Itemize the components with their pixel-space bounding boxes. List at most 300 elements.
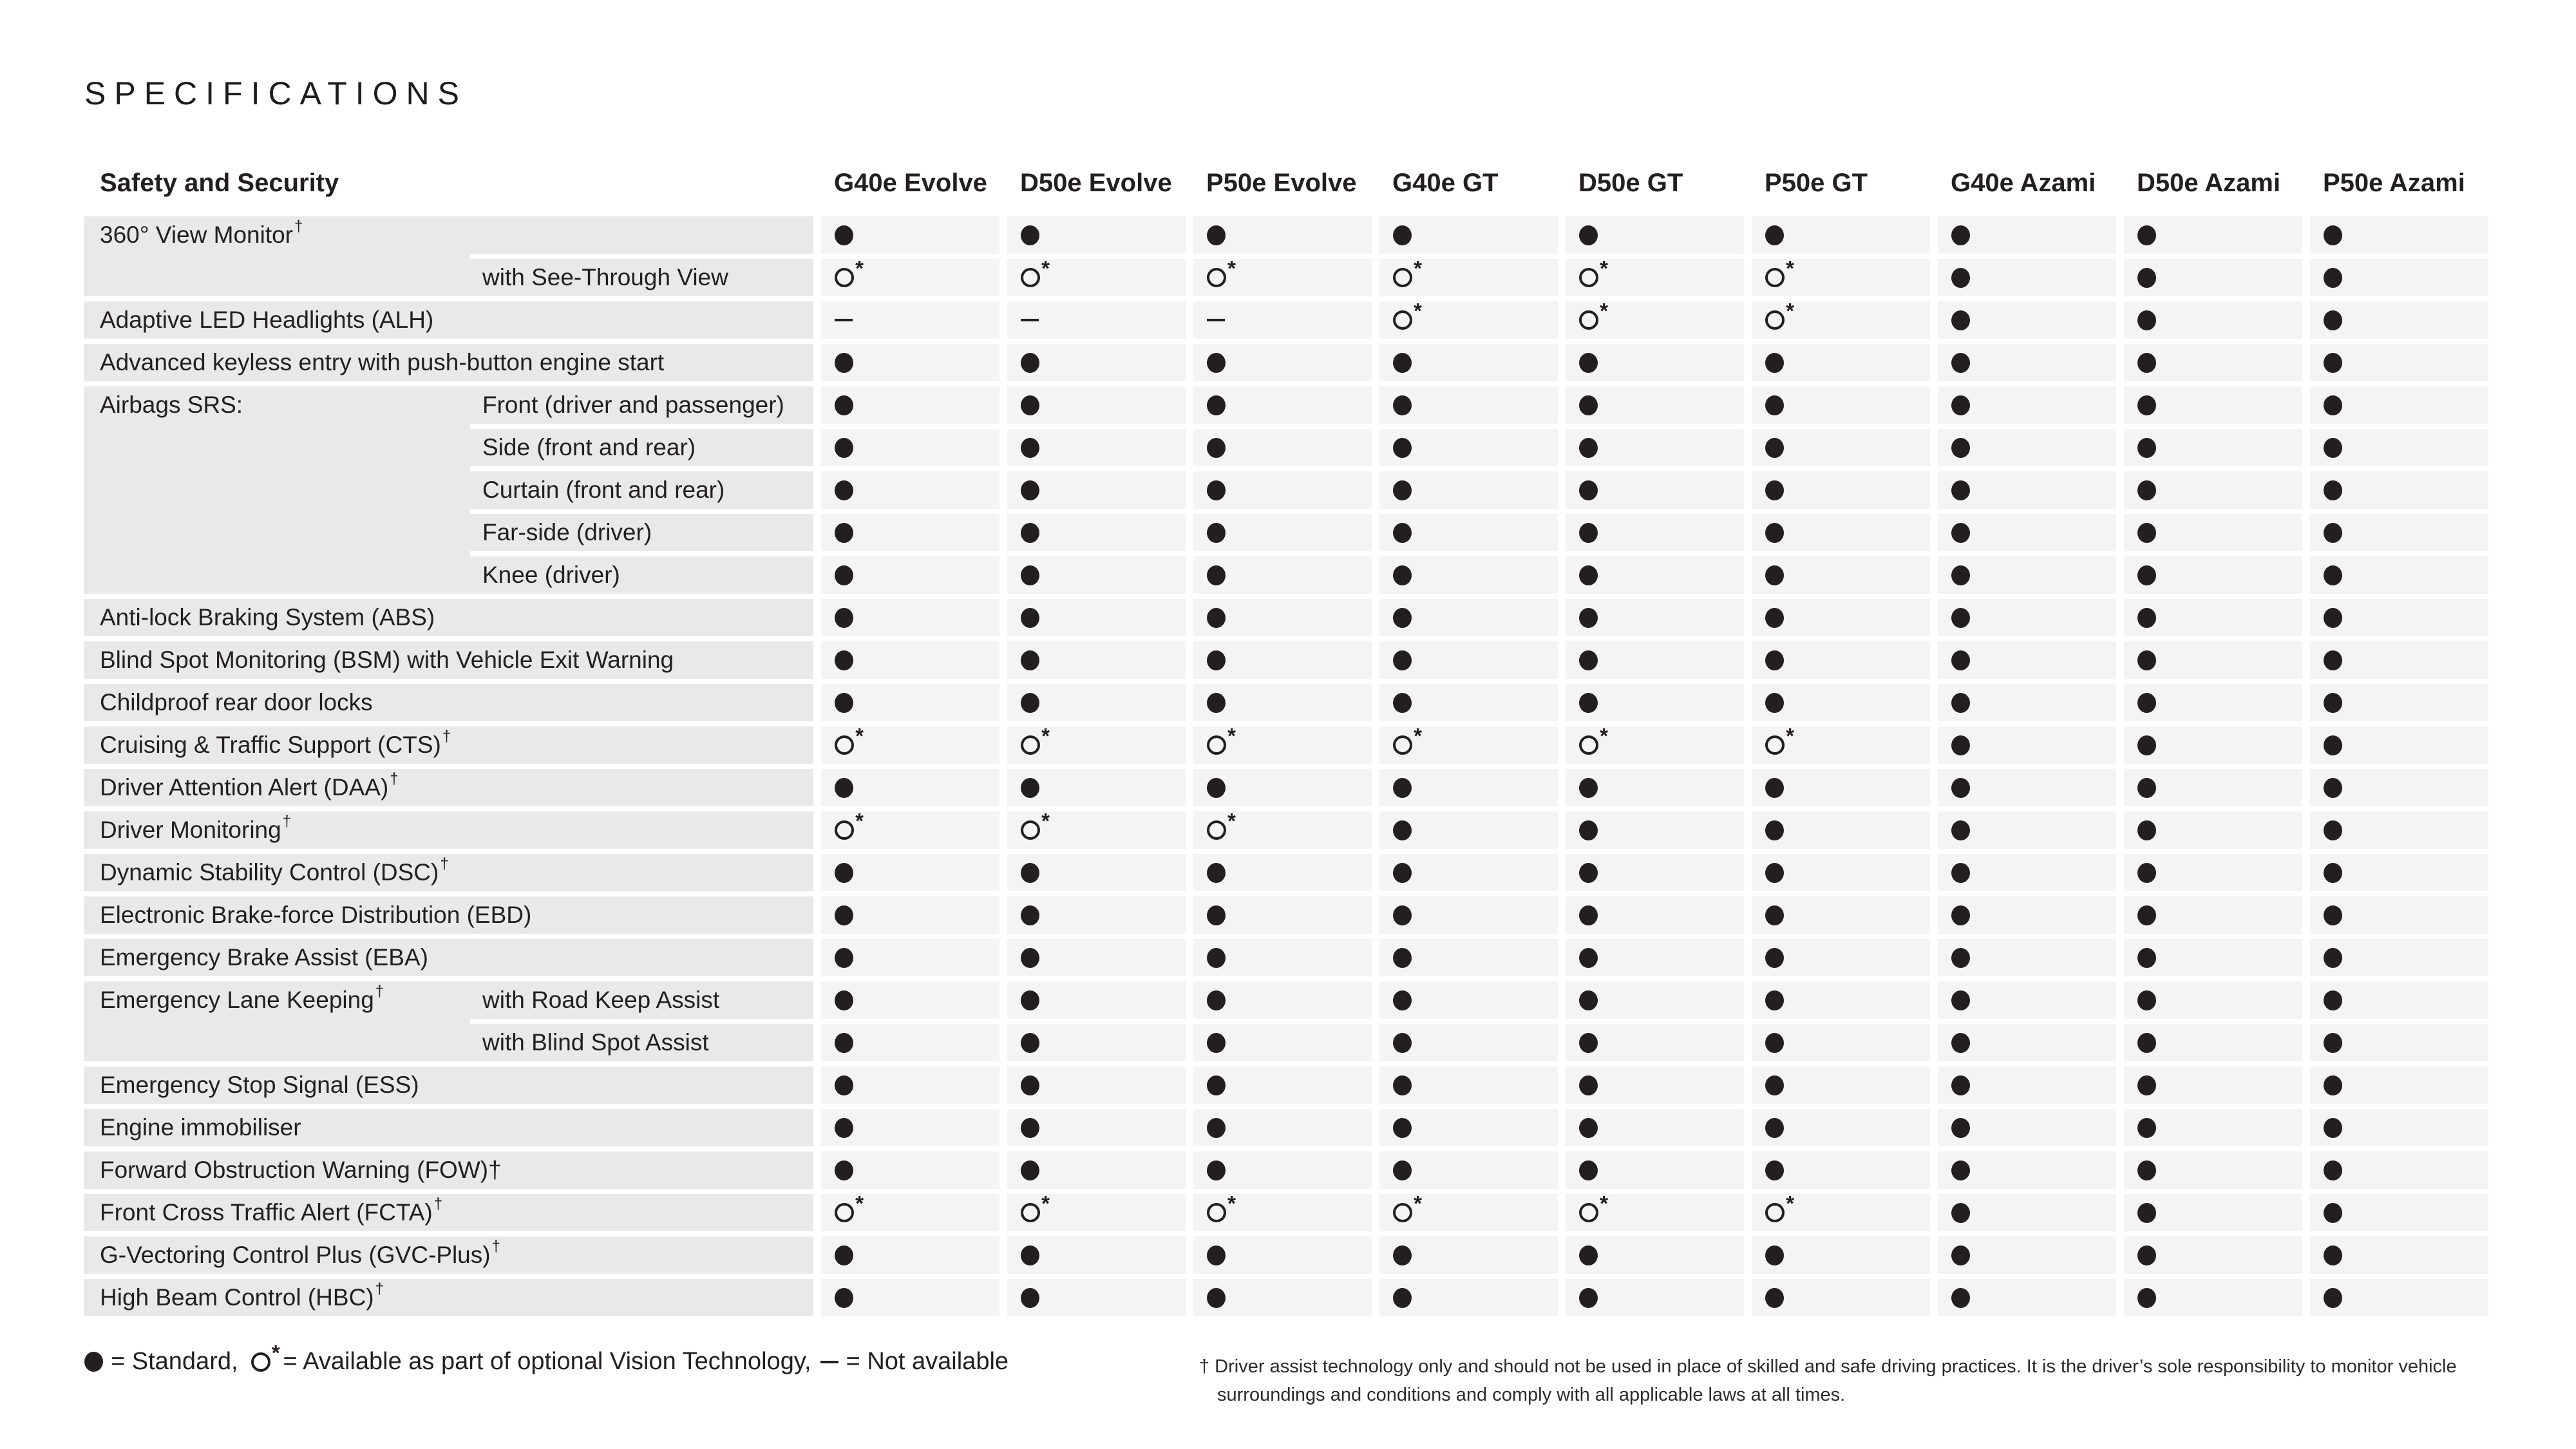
feature-cell (1193, 429, 1372, 466)
feature-cell (2310, 1066, 2488, 1104)
feature-cell (1007, 1191, 1186, 1231)
standard-dot-icon (2324, 1245, 2342, 1265)
vision-circle-icon (1207, 256, 1236, 287)
vision-asterisk: * (1414, 256, 1422, 280)
standard-dot-icon (1393, 1033, 1412, 1053)
feature-cell (821, 216, 999, 254)
page-title: SPECIFICATIONS (84, 75, 468, 111)
vision-circle-icon (251, 1340, 280, 1372)
row-sublabel (470, 471, 813, 509)
standard-dot-icon (1393, 480, 1412, 500)
feature-label-text: Emergency Stop Signal (ESS) (100, 1072, 419, 1098)
vision-ring (835, 1203, 854, 1222)
standard-dot-icon (1579, 863, 1598, 883)
feature-cell (1938, 641, 2116, 679)
row-label (84, 344, 813, 381)
feature-label-text: Emergency Lane Keeping† (100, 983, 384, 1013)
vision-ring (1765, 268, 1785, 287)
standard-dot-icon (2137, 523, 2156, 543)
standard-dot-icon (835, 225, 853, 245)
standard-dot-icon (1951, 1160, 1970, 1180)
vision-ring (1393, 268, 1412, 287)
standard-dot-icon (2324, 1288, 2342, 1308)
vision-asterisk: * (1041, 256, 1050, 280)
feature-cell (1752, 1191, 1930, 1231)
feature-cell (1007, 599, 1186, 636)
standard-dot-icon (1579, 820, 1598, 840)
vision-asterisk: * (1227, 1191, 1236, 1215)
standard-dot-icon (1393, 693, 1412, 713)
feature-cell (821, 344, 999, 381)
standard-dot-icon (2137, 1160, 2156, 1180)
feature-cell (1193, 471, 1372, 509)
feature-label-text: 360° View Monitor† (100, 218, 303, 248)
feature-cell (1752, 301, 1930, 339)
standard-dot-icon (1951, 1075, 1970, 1095)
standard-dot-icon (2137, 990, 2156, 1010)
row-label (84, 641, 813, 679)
standard-dot-icon (2137, 225, 2156, 245)
feature-cell (1007, 514, 1186, 551)
feature-cell (1379, 854, 1558, 891)
standard-dot-icon (1393, 990, 1412, 1010)
vision-asterisk: * (1227, 809, 1236, 833)
dagger-mark: † (375, 1280, 384, 1298)
column-header-g40e-azami: G40e Azami (1951, 168, 2096, 197)
feature-cell (1938, 216, 2116, 254)
standard-dot-icon (2324, 905, 2342, 925)
feature-cell (1938, 811, 2116, 849)
vision-circle-icon (835, 1191, 864, 1222)
standard-dot-icon (1951, 650, 1970, 670)
standard-dot-icon (1207, 480, 1226, 500)
feature-cell (821, 641, 999, 679)
feature-cell (1193, 256, 1372, 296)
feature-sublabel-text: with Road Keep Assist (482, 987, 720, 1013)
standard-dot-icon (1207, 225, 1226, 245)
standard-dot-icon (2137, 1075, 2156, 1095)
feature-cell (1938, 939, 2116, 976)
feature-cell (821, 1024, 999, 1061)
standard-dot-icon (1951, 693, 1970, 713)
feature-cell (1566, 556, 1744, 594)
feature-cell (1007, 256, 1186, 296)
vision-circle-icon (1207, 724, 1236, 755)
feature-cell (2124, 1066, 2302, 1104)
feature-cell (1566, 471, 1744, 509)
feature-cell (1752, 386, 1930, 424)
feature-cell (1379, 939, 1558, 976)
row-sublabel (470, 1024, 813, 1061)
standard-dot-icon (1951, 395, 1970, 415)
standard-dot-icon (1765, 1288, 1784, 1308)
vision-asterisk: * (1786, 256, 1794, 280)
standard-dot-icon (1021, 1288, 1039, 1308)
vision-ring (1021, 820, 1040, 840)
feature-cell (1379, 1279, 1558, 1316)
feature-cell (821, 256, 999, 296)
standard-dot-icon (1951, 310, 1970, 330)
vision-ring (1393, 310, 1412, 330)
standard-dot-icon (1207, 1245, 1226, 1265)
feature-cell (2310, 1109, 2488, 1146)
standard-dot-icon (1951, 565, 1970, 585)
row-label (84, 726, 813, 764)
feature-cell (1566, 1151, 1744, 1189)
feature-cell (821, 301, 999, 339)
standard-dot-icon (1765, 1245, 1784, 1265)
feature-cell (1566, 769, 1744, 806)
feature-cell (1379, 1066, 1558, 1104)
feature-cell (2124, 981, 2302, 1019)
feature-cell (1566, 896, 1744, 934)
feature-cell (1566, 386, 1744, 424)
standard-dot-icon (2324, 268, 2342, 288)
feature-cell (1752, 1024, 1930, 1061)
standard-dot-icon (2137, 778, 2156, 798)
feature-cell (1007, 1109, 1186, 1146)
standard-dot-icon (1765, 395, 1784, 415)
vision-circle-icon (1579, 256, 1608, 287)
feature-cell (1379, 1236, 1558, 1274)
feature-cell (2310, 1236, 2488, 1274)
feature-label-text: Childproof rear door locks (100, 689, 373, 715)
standard-dot-icon (1021, 523, 1039, 543)
feature-cell (2310, 514, 2488, 551)
vision-asterisk: * (1786, 299, 1794, 323)
standard-dot-icon (1021, 650, 1039, 670)
vision-ring (1579, 268, 1598, 287)
standard-dot-icon (2137, 310, 2156, 330)
vision-circle-icon (1021, 724, 1050, 755)
feature-cell (2124, 939, 2302, 976)
standard-dot-icon (1579, 948, 1598, 968)
feature-cell (1938, 1194, 2116, 1231)
standard-dot-icon (835, 608, 853, 628)
feature-cell (1193, 939, 1372, 976)
footnote-line-1: † Driver assist technology only and should not be used in place of skilled and safe driving practices. It is the driver’s sole responsibility to monitor vehicle (1199, 1356, 2457, 1377)
standard-dot-icon (1021, 438, 1039, 458)
feature-cell (1566, 1236, 1744, 1274)
feature-cell (1007, 981, 1186, 1019)
feature-cell (1752, 684, 1930, 721)
feature-cell (2124, 896, 2302, 934)
standard-dot-icon (1579, 438, 1598, 458)
standard-dot-icon (2324, 395, 2342, 415)
vision-asterisk: * (1414, 299, 1422, 323)
feature-cell (1752, 896, 1930, 934)
standard-dot-icon (1951, 225, 1970, 245)
standard-dot-icon (1951, 905, 1970, 925)
feature-cell (2310, 769, 2488, 806)
row-label (84, 769, 813, 806)
feature-cell (821, 769, 999, 806)
feature-cell (1752, 811, 1930, 849)
feature-cell (1566, 854, 1744, 891)
feature-cell (1379, 1191, 1558, 1231)
feature-label-text: Emergency Brake Assist (EBA) (100, 944, 428, 971)
feature-cell (1193, 896, 1372, 934)
feature-cell (1938, 726, 2116, 764)
standard-dot-icon (2324, 1075, 2342, 1095)
standard-dot-icon (1207, 438, 1226, 458)
standard-dot-icon (1765, 608, 1784, 628)
standard-dot-icon (1393, 225, 1412, 245)
column-header-d50e-gt: D50e GT (1578, 168, 1683, 197)
vision-circle-icon (835, 256, 864, 287)
row-label (84, 1066, 813, 1104)
standard-dot-icon (1207, 990, 1226, 1010)
standard-dot-icon (835, 990, 853, 1010)
feature-cell (821, 514, 999, 551)
standard-dot-icon (2324, 1118, 2342, 1138)
column-header-p50e-evolve: P50e Evolve (1206, 168, 1357, 197)
dagger-mark: † (375, 983, 384, 1000)
feature-cell (2124, 344, 2302, 381)
standard-dot-icon (1951, 1245, 1970, 1265)
feature-cell (1566, 1191, 1744, 1231)
feature-cell (1007, 1151, 1186, 1189)
feature-cell (2310, 301, 2488, 339)
feature-label-text: Front Cross Traffic Alert (FCTA)† (100, 1195, 443, 1226)
standard-dot-icon (1393, 395, 1412, 415)
feature-cell (1193, 599, 1372, 636)
standard-dot-icon (1021, 1160, 1039, 1180)
feature-cell (1007, 344, 1186, 381)
standard-dot-icon (1951, 1118, 1970, 1138)
standard-dot-icon (1579, 1160, 1598, 1180)
feature-cell (2124, 1194, 2302, 1231)
feature-cell (821, 1191, 999, 1231)
vision-circle-icon (1393, 299, 1422, 330)
standard-dot-icon (1951, 948, 1970, 968)
standard-dot-icon (1021, 1245, 1039, 1265)
standard-dot-icon (1393, 905, 1412, 925)
vision-ring (1021, 735, 1040, 755)
standard-dot-icon (1579, 1288, 1598, 1308)
row-sublabel (470, 981, 813, 1019)
feature-cell (1007, 1024, 1186, 1061)
vision-circle-icon (1579, 1191, 1608, 1222)
feature-label-text: Electronic Brake-force Distribution (EBD) (100, 902, 532, 928)
feature-cell (1193, 1191, 1372, 1231)
standard-dot-icon (1951, 820, 1970, 840)
feature-cell (1566, 1279, 1744, 1316)
vision-ring (1393, 1203, 1412, 1222)
row-label (84, 1236, 813, 1274)
feature-label-text: G-Vectoring Control Plus (GVC-Plus)† (100, 1238, 500, 1268)
standard-dot-icon (1951, 778, 1970, 798)
vision-asterisk: * (855, 724, 864, 748)
feature-cell (1566, 1024, 1744, 1061)
feature-cell (1752, 981, 1930, 1019)
feature-cell (1566, 514, 1744, 551)
feature-cell (1566, 981, 1744, 1019)
feature-label-text: Dynamic Stability Control (DSC)† (100, 855, 449, 886)
vision-ring (1579, 735, 1598, 755)
standard-dot-icon (1579, 395, 1598, 415)
feature-cell (821, 1279, 999, 1316)
standard-dot-icon (84, 1352, 103, 1372)
feature-cell (1193, 641, 1372, 679)
standard-dot-icon (1021, 480, 1039, 500)
standard-dot-icon (1207, 1288, 1226, 1308)
standard-dot-icon (1207, 395, 1226, 415)
column-header-p50e-azami: P50e Azami (2323, 168, 2465, 197)
row-group-label (84, 981, 470, 1061)
standard-dot-icon (835, 395, 853, 415)
feature-cell (1752, 216, 1930, 254)
column-header-d50e-azami: D50e Azami (2137, 168, 2281, 197)
feature-cell (1007, 386, 1186, 424)
standard-dot-icon (1207, 948, 1226, 968)
feature-cell (1938, 344, 2116, 381)
feature-cell (1566, 726, 1744, 764)
standard-dot-icon (1021, 395, 1039, 415)
feature-cell (1379, 981, 1558, 1019)
feature-cell (1007, 1279, 1186, 1316)
legend-standard-text: = Standard, (111, 1348, 238, 1375)
feature-cell (1938, 769, 2116, 806)
standard-dot-icon (1765, 863, 1784, 883)
standard-dot-icon (835, 480, 853, 500)
vision-circle-icon (1393, 724, 1422, 755)
standard-dot-icon (1765, 1075, 1784, 1095)
feature-cell (2310, 1279, 2488, 1316)
vision-circle-icon (1579, 724, 1608, 755)
standard-dot-icon (1765, 1118, 1784, 1138)
standard-dot-icon (2137, 480, 2156, 500)
standard-dot-icon (2137, 1288, 2156, 1308)
feature-label-text: Driver Attention Alert (DAA)† (100, 770, 399, 800)
standard-dot-icon (1393, 778, 1412, 798)
feature-cell (1379, 599, 1558, 636)
standard-dot-icon (1765, 905, 1784, 925)
feature-cell (2124, 259, 2302, 296)
feature-cell (821, 386, 999, 424)
vision-asterisk: * (1227, 256, 1236, 280)
feature-cell (2124, 556, 2302, 594)
feature-cell (821, 599, 999, 636)
feature-cell (1752, 1279, 1930, 1316)
vision-ring (1765, 735, 1785, 755)
vision-ring (835, 735, 854, 755)
standard-dot-icon (835, 1075, 853, 1095)
standard-dot-icon (2324, 650, 2342, 670)
feature-cell (1566, 216, 1744, 254)
feature-cell (1193, 726, 1372, 764)
standard-dot-icon (835, 438, 853, 458)
vision-circle-icon (1207, 809, 1236, 840)
standard-dot-icon (2137, 693, 2156, 713)
feature-label-text: High Beam Control (HBC)† (100, 1280, 384, 1311)
feature-cell (1193, 301, 1372, 339)
feature-cell (2124, 811, 2302, 849)
feature-cell (1193, 684, 1372, 721)
standard-dot-icon (835, 948, 853, 968)
standard-dot-icon (1765, 353, 1784, 373)
standard-dot-icon (835, 905, 853, 925)
feature-cell (1379, 896, 1558, 934)
standard-dot-icon (2137, 353, 2156, 373)
feature-cell (1752, 726, 1930, 764)
standard-dot-icon (2324, 310, 2342, 330)
vision-asterisk: * (1600, 256, 1608, 280)
feature-cell (1938, 1151, 2116, 1189)
feature-cell (1379, 769, 1558, 806)
feature-cell (821, 726, 999, 764)
standard-dot-icon (2324, 948, 2342, 968)
standard-dot-icon (1021, 353, 1039, 373)
row-sublabel (470, 386, 813, 424)
vision-circle-icon (1021, 1191, 1050, 1222)
feature-cell (1566, 301, 1744, 339)
standard-dot-icon (2324, 1160, 2342, 1180)
standard-dot-icon (1579, 905, 1598, 925)
feature-cell (1938, 684, 2116, 721)
standard-dot-icon (1579, 225, 1598, 245)
standard-dot-icon (2324, 353, 2342, 373)
feature-cell (2124, 429, 2302, 466)
standard-dot-icon (2137, 735, 2156, 755)
feature-cell (1566, 939, 1744, 976)
footnote (1199, 1352, 2526, 1409)
standard-dot-icon (1765, 438, 1784, 458)
standard-dot-icon (1393, 820, 1412, 840)
row-sublabel (470, 216, 813, 254)
feature-cell (1938, 599, 2116, 636)
row-label (84, 301, 813, 339)
footnote-line-2: surroundings and conditions and comply with all applicable laws at all times. (1217, 1385, 1846, 1405)
standard-dot-icon (1951, 480, 1970, 500)
vision-asterisk: * (271, 1340, 280, 1365)
standard-dot-icon (1207, 1160, 1226, 1180)
standard-dot-icon (2137, 948, 2156, 968)
standard-dot-icon (2137, 438, 2156, 458)
feature-cell (2124, 386, 2302, 424)
vision-asterisk: * (1600, 299, 1608, 323)
feature-cell (2124, 1279, 2302, 1316)
feature-cell (1007, 769, 1186, 806)
dagger-mark: † (440, 855, 449, 873)
feature-cell (1193, 386, 1372, 424)
feature-label-text: Advanced keyless entry with push-button engine start (100, 349, 665, 375)
feature-cell (1379, 386, 1558, 424)
feature-cell (2124, 1109, 2302, 1146)
legend-not-available-text: = Not available (846, 1348, 1009, 1375)
feature-cell (1007, 471, 1186, 509)
vision-asterisk: * (1041, 809, 1050, 833)
feature-cell (1007, 1066, 1186, 1104)
feature-cell (1938, 259, 2116, 296)
vision-ring (1207, 735, 1226, 755)
standard-dot-icon (2324, 863, 2342, 883)
standard-dot-icon (1021, 565, 1039, 585)
feature-cell (1752, 556, 1930, 594)
feature-cell (1752, 1066, 1930, 1104)
feature-cell (821, 854, 999, 891)
vision-ring (251, 1352, 270, 1372)
feature-sublabel-text: Far-side (driver) (482, 519, 652, 545)
feature-cell (1938, 1279, 2116, 1316)
feature-cell (2310, 684, 2488, 721)
feature-cell (2310, 854, 2488, 891)
feature-cell (1566, 811, 1744, 849)
standard-dot-icon (1951, 1033, 1970, 1053)
standard-dot-icon (1951, 523, 1970, 543)
vision-asterisk: * (855, 809, 864, 833)
row-label (84, 1279, 813, 1316)
